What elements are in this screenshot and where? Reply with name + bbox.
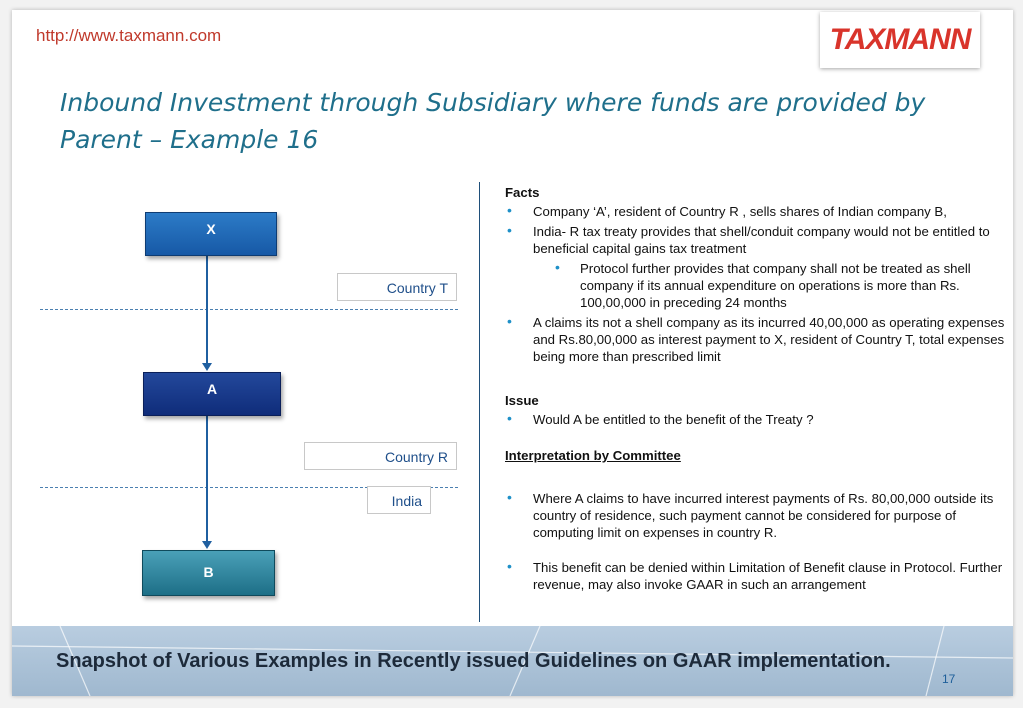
node-b: B [142, 550, 275, 596]
list-item: • Where A claims to have incurred interest payments of Rs. 80,00,000 outside its country of residence, such payment cannot be considered for purpose of computing limit on expenses in country R. [505, 490, 1005, 541]
taxmann-logo [820, 12, 980, 68]
node-x: X [145, 212, 277, 256]
border-line-t-r [40, 309, 458, 310]
facts-list [505, 203, 1005, 365]
issue-heading: Issue [505, 393, 539, 408]
connector-x-a [206, 256, 208, 364]
list-item: • Protocol further provides that company shall not be treated as shell company if its annual expenditure on operations is more than Rs. 100,00,000 in preceding 24 months [505, 260, 1005, 311]
slide-title: Inbound Investment through Subsidiary where funds are provided by Parent – Example 16 [60, 88, 926, 154]
footer-band [12, 626, 1013, 696]
footer-caption: Snapshot of Various Examples in Recently issued Guidelines on GAAR implementation. [56, 650, 891, 672]
node-a: A [143, 372, 281, 416]
label-country-r: Country R [304, 442, 457, 470]
list-item: • India- R tax treaty provides that shell/conduit company would not be entitled to beneficial capital gains tax treatment [505, 223, 1005, 257]
list-item: • A claims its not a shell company as its incurred 40,00,000 as operating expenses and Rs.80,00,000 as interest payment to X, resident of Country T, total expenses being more than prescribed limit [505, 314, 1005, 365]
issue-list [505, 411, 1005, 428]
facts-heading: Facts [505, 185, 540, 200]
list-item: • This benefit can be denied within Limitation of Benefit clause in Protocol. Further revenue, may also invoke GAAR in such an arrangement [505, 559, 1005, 593]
list-item: • Company ‘A’, resident of Country R , sells shares of Indian company B, [505, 203, 1005, 220]
arrowhead-down-icon [202, 541, 212, 549]
arrowhead-down-icon [202, 363, 212, 371]
slide [12, 10, 1013, 696]
label-india: India [367, 486, 431, 514]
logo-text: TAXMANN [829, 23, 971, 56]
label-country-t: Country T [337, 273, 457, 301]
connector-a-b [206, 416, 208, 542]
explanation-panel [505, 184, 1005, 596]
website-url[interactable]: http://www.taxmann.com [36, 26, 222, 45]
column-divider [479, 182, 480, 622]
interpretation-list [505, 490, 1005, 593]
list-item: • Would A be entitled to the benefit of the Treaty ? [505, 411, 1005, 428]
interpretation-heading: Interpretation by Committee [505, 448, 681, 463]
page-number: 17 [942, 672, 956, 686]
